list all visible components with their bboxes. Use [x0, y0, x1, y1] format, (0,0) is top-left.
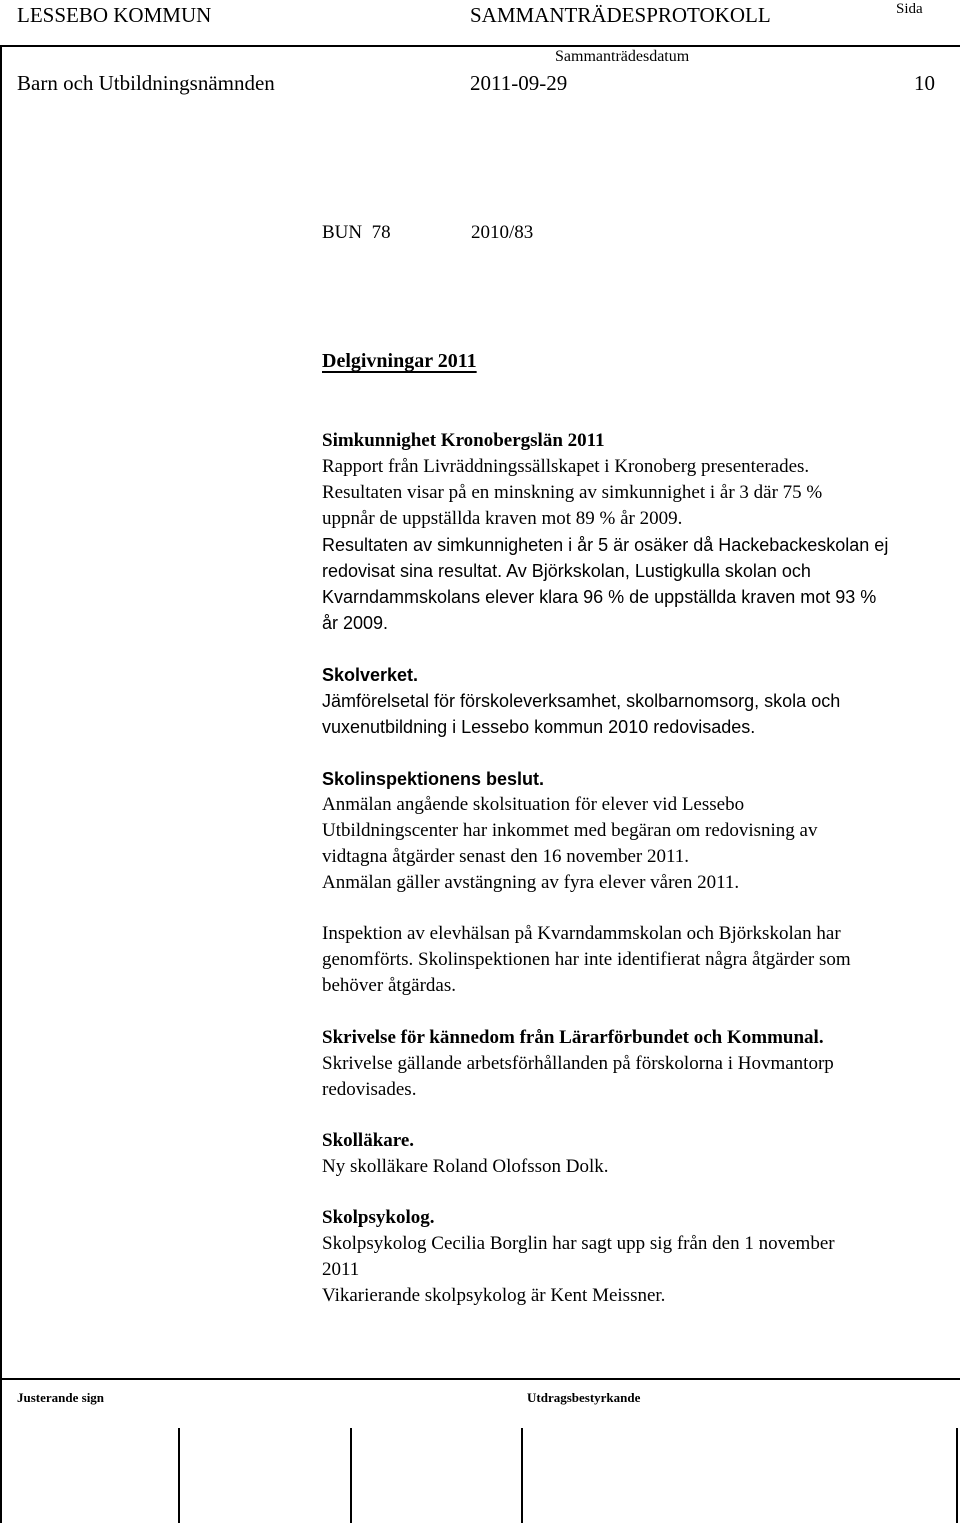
text-line: år 2009. [322, 613, 389, 633]
section-heading-skolpsykolog: Skolpsykolog. [322, 1207, 435, 1228]
text-line: redovisat sina resultat. Av Björkskolan, Lustigkulla skolan och [322, 561, 811, 581]
text-line: Anmälan gäller avstängning av fyra elever våren 2011. [322, 872, 740, 893]
text-line: Kvarndammskolans elever klara 96 % de uppställda kraven mot 93 % [322, 587, 877, 607]
diary-number: 2010/83 [471, 222, 534, 243]
case-number: BUN 78 [322, 222, 391, 243]
header-divider [0, 45, 960, 47]
date-label: Sammanträdesdatum [555, 48, 690, 65]
signature-box-divider [350, 1428, 352, 1523]
section-heading-skolverket: Skolverket. [322, 665, 419, 685]
text-line: behöver åtgärdas. [322, 975, 456, 996]
document-type: SAMMANTRÄDESPROTOKOLL [470, 3, 771, 27]
text-line: Skrivelse gällande arbetsförhållanden på förskolorna i Hovmantorp [322, 1053, 834, 1074]
text-line: Resultaten av simkunnigheten i år 5 är osäker då Hackebackeskolan ej [322, 535, 889, 555]
text-line: Skolpsykolog Cecilia Borglin har sagt upp sig från den 1 november [322, 1233, 835, 1254]
text-line: Ny skolläkare Roland Olofsson Dolk. [322, 1156, 609, 1177]
text-line: Inspektion av elevhälsan på Kvarndammskolan och Björkskolan har [322, 923, 841, 944]
adjusting-signature-label: Justerande sign [17, 1390, 105, 1405]
signature-box-divider [521, 1428, 523, 1523]
text-line: uppnår de uppställda kraven mot 89 % år 2009. [322, 508, 683, 529]
page-number: 10 [914, 71, 935, 95]
footer-divider [0, 1378, 960, 1380]
section-heading-skollakare: Skolläkare. [322, 1130, 415, 1151]
certification-label: Utdragsbestyrkande [527, 1390, 641, 1405]
text-line: genomförts. Skolinspektionen har inte identifierat några åtgärder som [322, 949, 851, 970]
committee-name: Barn och Utbildningsnämnden [17, 71, 275, 95]
text-line: Vikarierande skolpsykolog är Kent Meissner. [322, 1285, 666, 1306]
meeting-date: 2011-09-29 [470, 71, 568, 95]
text-line: Resultaten visar på en minskning av simkunnighet i år 3 där 75 % [322, 482, 823, 503]
text-line: 2011 [322, 1259, 360, 1280]
signature-box-divider [178, 1428, 180, 1523]
section-heading-simkunnighet: Simkunnighet Kronobergslän 2011 [322, 430, 605, 451]
text-line: Jämförelsetal för förskoleverksamhet, skolbarnomsorg, skola och [322, 691, 841, 711]
org-name: LESSEBO KOMMUN [17, 3, 212, 27]
signature-box-divider [956, 1428, 958, 1523]
text-line: vidtagna åtgärder senast den 16 november 2011. [322, 846, 690, 867]
page-title: Delgivningar 2011 [322, 350, 477, 372]
section-heading-skrivelse: Skrivelse för kännedom från Lärarförbundet och Kommunal. [322, 1027, 824, 1048]
text-line: Rapport från Livräddningssällskapet i Kronoberg presenterades. [322, 456, 810, 477]
page-label: Sida [896, 1, 923, 17]
section-heading-skolinspektionen: Skolinspektionens beslut. [322, 769, 545, 789]
text-line: redovisades. [322, 1079, 417, 1100]
text-line: vuxenutbildning i Lessebo kommun 2010 redovisades. [322, 717, 756, 737]
left-margin-line [0, 45, 2, 1523]
text-line: Anmälan angående skolsituation för elever vid Lessebo [322, 794, 745, 815]
text-line: Utbildningscenter har inkommet med begäran om redovisning av [322, 820, 818, 841]
